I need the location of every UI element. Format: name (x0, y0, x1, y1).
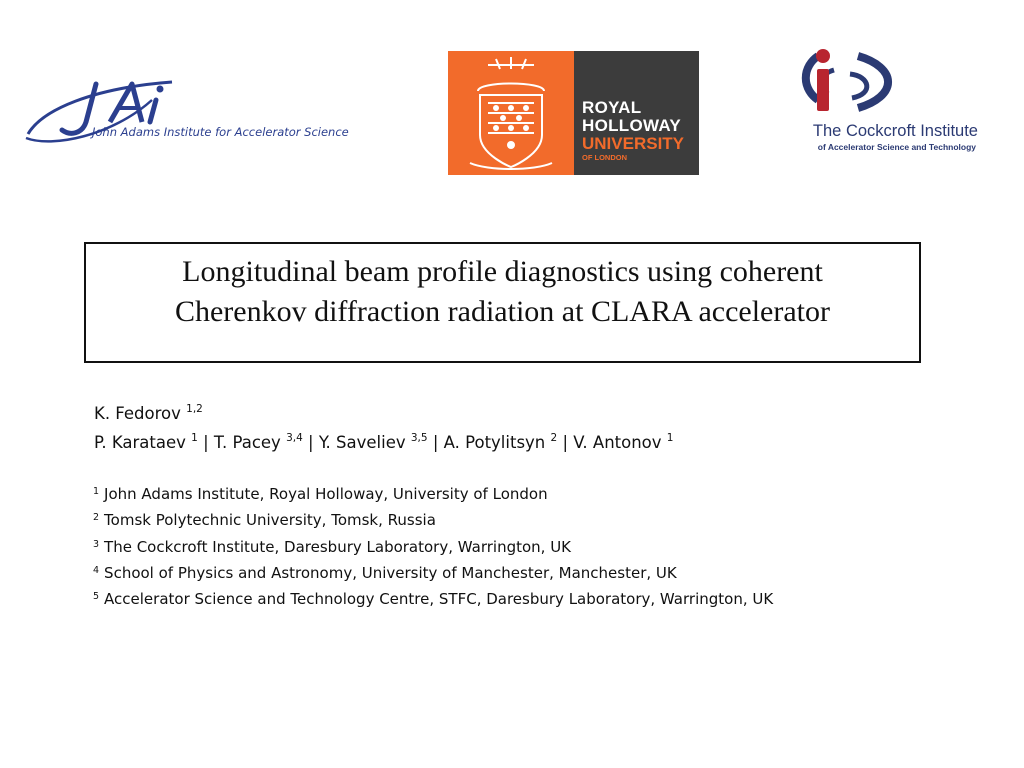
rh-line-university: UNIVERSITY (582, 134, 685, 153)
cockcroft-name: The Cockcroft Institute (812, 122, 978, 140)
rh-line-royal: ROYAL (582, 98, 642, 117)
affiliation-number: 1 (93, 486, 100, 497)
authors-line-2 (94, 432, 673, 452)
affiliation-number: 3 (93, 539, 100, 550)
royal-holloway-logo (448, 51, 699, 175)
affiliation-item (93, 564, 677, 582)
rh-line-holloway: HOLLOWAY (582, 116, 682, 135)
cockcroft-logo (790, 46, 980, 156)
jai-logo-text (92, 125, 349, 139)
author-name: | V. Antonov (557, 433, 667, 452)
title-line-1: Longitudinal beam profile diagnostics using coherent (182, 255, 823, 288)
affiliation-item (93, 511, 436, 529)
rh-line-of-london: OF LONDON (582, 153, 627, 162)
author-affiliation-marks: 1 (191, 432, 198, 444)
affiliation-number: 2 (93, 512, 100, 523)
author-name: K. Fedorov (94, 404, 187, 423)
author-affiliation-marks: 1 (666, 432, 674, 444)
cockcroft-subtitle: of Accelerator Science and Technology (817, 142, 976, 152)
author-affiliation-marks: 3,4 (286, 432, 303, 444)
jai-logo (22, 70, 412, 150)
affiliation-item (93, 538, 571, 556)
author-name: | Y. Saveliev (302, 433, 411, 452)
affiliation-text: The Cockcroft Institute, Daresbury Laboratory, Warrington, UK (104, 538, 572, 556)
author-name: | A. Potylitsyn (427, 433, 551, 452)
cockcroft-i-icon (790, 46, 980, 122)
affiliation-text: School of Physics and Astronomy, University of Manchester, Manchester, UK (104, 564, 677, 582)
authors-line-1 (94, 403, 203, 423)
affiliation-number: 4 (93, 565, 100, 576)
author-affiliation-marks: 3,5 (410, 432, 428, 444)
affiliation-item (93, 590, 773, 608)
affiliation-number: 5 (93, 591, 100, 602)
affiliation-text: Tomsk Polytechnic University, Tomsk, Russia (104, 511, 436, 529)
affiliation-text: John Adams Institute, Royal Holloway, University of London (104, 485, 548, 503)
author-name: P. Karataev (94, 433, 192, 452)
crest-icon (448, 51, 574, 175)
affiliation-item (93, 485, 548, 503)
jai-name: John Adams Institute for Accelerator Science (92, 125, 349, 139)
royal-holloway-crest (448, 51, 574, 175)
author-affiliation-marks: 1,2 (186, 403, 203, 415)
title-line-2: Cherenkov diffraction radiation at CLARA accelerator (174, 295, 831, 328)
title-box (84, 242, 921, 363)
royal-holloway-wordmark (574, 51, 699, 175)
author-name: | T. Pacey (197, 433, 287, 452)
affiliation-text: Accelerator Science and Technology Centre, STFC, Daresbury Laboratory, Warrington, UK (104, 590, 774, 608)
author-affiliation-marks: 2 (550, 432, 558, 444)
